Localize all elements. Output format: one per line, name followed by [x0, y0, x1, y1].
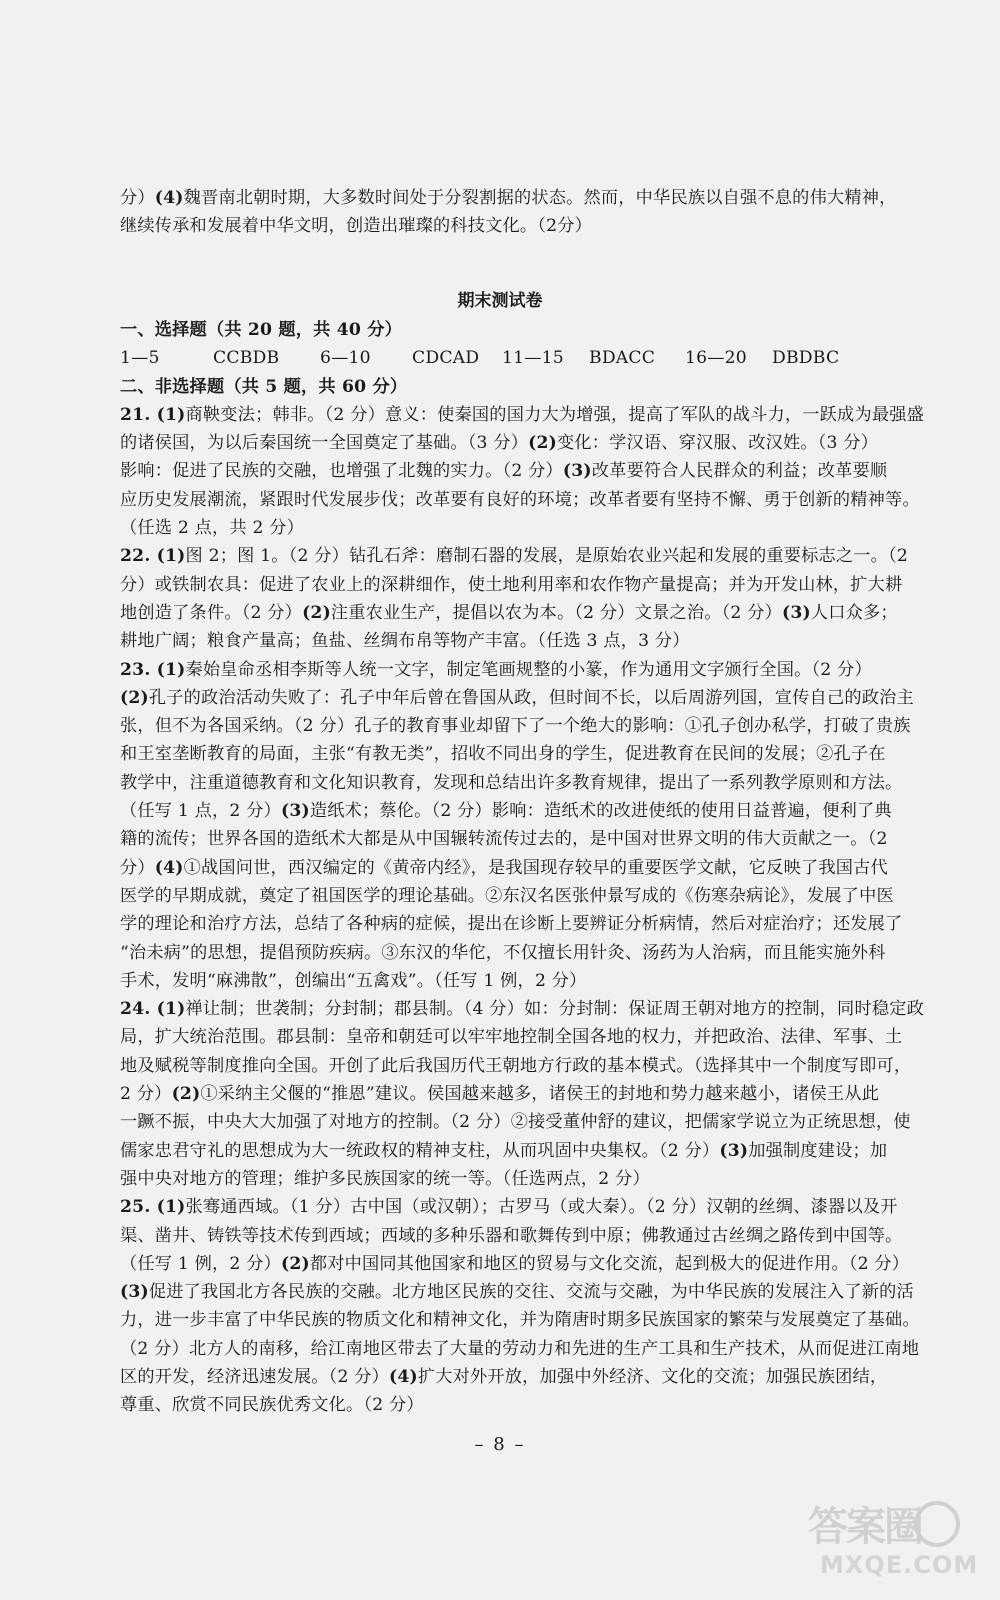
question-25 — [120, 1193, 942, 1419]
text-line: 分）(4)①战国问世，西汉编定的《黄帝内经》，是我国现存较早的重要医学文献，它反映了我国古代 — [120, 857, 888, 878]
text-line: 2 分）(2)①采纳主父偃的“推恩”建议。侯国越来越多，诸侯王的封地和势力越来越小，诸侯王从此 — [120, 1084, 880, 1105]
text-line: 手术，发明“麻沸散”，创编出“五禽戏”。（任写 1 例，2 分） — [120, 970, 587, 991]
previous-answer-continuation — [120, 184, 942, 241]
text-line: 儒家忠君守礼的思想成为大一统政权的精神支柱，从而巩固中央集权。（2 分）(3)加强制度建设；加 — [120, 1140, 888, 1161]
text-line: 医学的早期成就，奠定了祖国医学的理论基础。②东汉名医张仲景写成的《伤寒杂病论》，发展了中医 — [120, 885, 894, 906]
watermark-seal-icon — [914, 1501, 960, 1547]
text-line: 教学中，注重道德教育和文化知识教育，发现和总结出许多教育规律，提出了一系列教学原则和方法。 — [120, 772, 903, 793]
text-line: 尊重、欣赏不同民族优秀文化。（2 分） — [120, 1395, 424, 1416]
section-heading-nonchoice: 二、非选择题（共 5 题，共 60 分） — [120, 376, 408, 397]
text-line: 地及赋税等制度推向全国。开创了此后我国历代王朝地方行政的基本模式。（选择其中一个制度写即可， — [120, 1055, 912, 1076]
watermark-url: MXQE.COM — [820, 1551, 979, 1579]
text-line: 影响：促进了民族的交融，也增强了北魏的实力。（2 分）(3)改革要符合人民群众的利益；改革要顺 — [120, 461, 888, 482]
question-23 — [120, 656, 942, 996]
page-title: 期末测试卷 — [457, 291, 543, 311]
watermark-logo — [808, 1495, 979, 1595]
text-line: 一蹶不振，中央大大加强了对地方的控制。（2 分）②接受董仲舒的建议，把儒家学说立为正统思想，使 — [120, 1112, 911, 1133]
text-line: 区的开发，经济迅速发展。（2 分）(4)扩大对外开放，加强中外经济、文化的交流；加强民族团结， — [120, 1366, 888, 1387]
text-line: 强中央对地方的管理；维护多民族国家的统一等。（任选两点，2 分） — [120, 1168, 650, 1189]
answers-2: CDCAD — [412, 348, 480, 369]
text-line: 分）(4)魏晋南北朝时期，大多数时间处于分裂割据的状态。然而，中华民族以自强不息的伟大精神， — [120, 188, 897, 208]
text-line: 局，扩大统治范围。郡县制：皇帝和朝廷可以牢牢地控制全国各地的权力，并把政治、法律、军事、土 — [120, 1027, 903, 1048]
text-line: （任选 2 点，共 2 分） — [120, 518, 305, 539]
page-number: – 8 – — [474, 1434, 526, 1455]
range-2: 6—10 — [320, 348, 371, 369]
text-line: 24. (1)禅让制；世袭制；分封制；郡县制。（4 分）如：分封制：保证周王朝对地方的控制，同时稳定政 — [120, 999, 924, 1020]
text-line: 23. (1)秦始皇命丞相李斯等人统一文字，制定笔画规整的小篆，作为通用文字颁行全国。（2 分） — [120, 659, 872, 680]
range-4: 16—20 — [685, 348, 747, 369]
answer-body — [120, 316, 942, 1420]
answers-1: CCBDB — [213, 348, 280, 369]
text-line: 的诸侯国，为以后秦国统一全国奠定了基础。（3 分）(2)变化：学汉语、穿汉服、改汉姓。（3 分） — [120, 433, 879, 454]
text-line: 21. (1)商鞅变法；韩非。（2 分）意义：使秦国的国力大为增强，提高了军队的战斗力，一跃成为最强盛 — [120, 404, 924, 425]
text-line: （任写 1 点，2 分）(3)造纸术；蔡伦。（2 分）影响：造纸术的改进使纸的使用日益普遍，便利了典 — [120, 801, 892, 822]
text-line: 籍的流传；世界各国的造纸术大都是从中国辗转流传过去的，是中国对世界文明的伟大贡献之一。（2 — [120, 829, 888, 850]
range-3: 11—15 — [502, 348, 564, 369]
text-line: 渠、凿井、铸铁等技术传到西域；西域的多种乐器和歌舞传到中原；佛教通过古丝绸之路传到中国等。 — [120, 1225, 903, 1246]
text-line: 应历史发展潮流，紧跟时代发展步伐；改革要有良好的环境；改革者要有坚持不懈、勇于创新的精神等。 — [120, 489, 920, 510]
watermark-text: 答案圈 — [808, 1504, 922, 1550]
text-line: 继续传承和发展着中华文明，创造出璀璨的科技文化。（2分） — [120, 216, 593, 237]
text-line: 25. (1)张骞通西域。（1 分）古中国（或汉朝）；古罗马（或大秦）。（2 分）汉朝的丝绸、漆器以及开 — [120, 1197, 898, 1218]
choice-answers — [120, 344, 942, 372]
text-line: (2)孔子的政治活动失败了：孔子中年后曾在鲁国从政，但时间不长，以后周游列国，宣传自己的政治主 — [120, 687, 914, 708]
text-line: （任写 1 例，2 分）(2)都对中国同其他国家和地区的贸易与文化交流，起到极大的促进作用。（2 分） — [120, 1253, 910, 1274]
text-line: 耕地广阔；粮食产量高；鱼盐、丝绸布帛等物产丰富。（任选 3 点，3 分） — [120, 631, 690, 652]
text-line: 力，进一步丰富了中华民族的物质文化和精神文化，并为隋唐时期多民族国家的繁荣与发展奠定了基础。 — [120, 1310, 920, 1331]
text-line: (3)促进了我国北方各民族的交融。北方地区民族的交往、交流与交融，为中华民族的发展注入了新的活 — [120, 1282, 914, 1303]
text-line: 张，但不为各国采纳。（2 分）孔子的教育事业却留下了一个绝大的影响：①孔子创办私学，打破了贵族 — [120, 716, 911, 737]
text-line: 和王室垄断教育的局面，主张“有教无类”，招收不同出身的学生，促进教育在民间的发展；②孔子在 — [120, 744, 886, 765]
text-line: 分）或铁制农具：促进了农业上的深耕细作，使土地利用率和农作物产量提高；并为开发山林，扩大耕 — [120, 574, 903, 595]
text-line: （2 分）北方人的南移，给江南地区带去了大量的劳动力和先进的生产工具和生产技术，从而促进江南地 — [120, 1338, 920, 1359]
text-line: 地创造了条件。（2 分）(2)注重农业生产，提倡以农为本。（2 分）文景之治。（2 分）(3)人口众多； — [120, 602, 898, 623]
answers-4: DBDBC — [772, 348, 840, 369]
question-21 — [120, 401, 942, 542]
answers-3: BDACC — [589, 348, 656, 369]
text-line: “治未病”的思想，提倡预防疾病。③东汉的华佗，不仅擅长用针灸、汤药为人治病，而且能实施外科 — [120, 942, 886, 963]
question-24 — [120, 995, 942, 1193]
range-1: 1—5 — [120, 348, 160, 369]
question-22 — [120, 542, 942, 655]
text-line: 22. (1)图 2；图 1。（2 分）钻孔石斧：磨制石器的发展，是原始农业兴起和发展的重要标志之一。（2 — [120, 546, 908, 567]
text-line: 学的理论和治疗方法，总结了各种病的症候，提出在诊断上要辨证分析病情，然后对症治疗；还发展了 — [120, 914, 903, 935]
section-heading-choice: 一、选择题（共 20 题，共 40 分） — [120, 320, 403, 340]
